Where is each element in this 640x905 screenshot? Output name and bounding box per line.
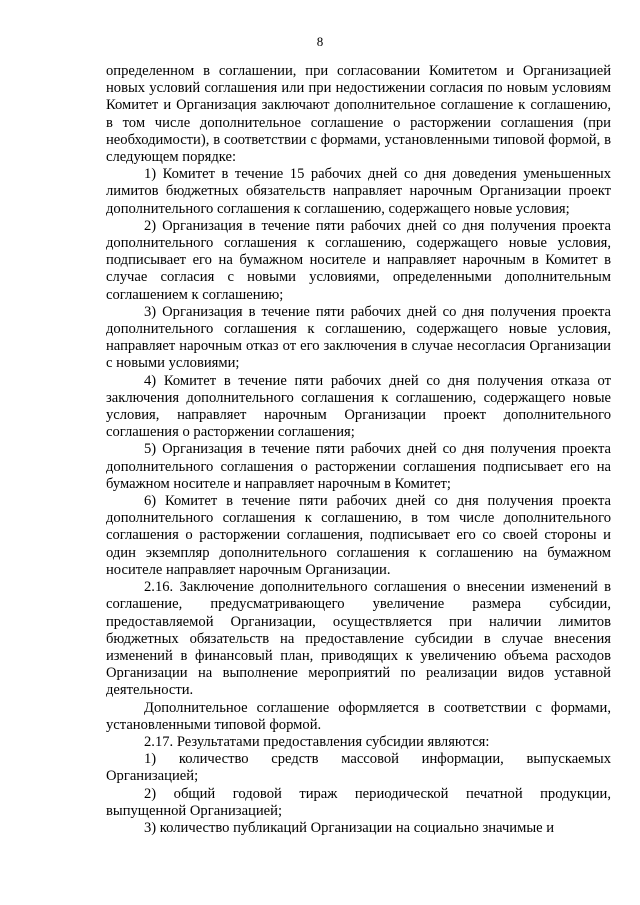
list-item-5: 5) Организация в течение пяти рабочих дней со дня получения проекта дополнительного соглашения о расторжении соглашения подписывает его на бумажном носителе и направляет нарочным в Комитет; [106, 441, 611, 492]
list-item-2: 2) Организация в течение пяти рабочих дней со дня получения проекта дополнительного соглашения к соглашению, содержащего новые условия, подписывает его на бумажном носителе и направляет нарочным в Комитет в случае согласия с новыми условиями, определенными дополнительным соглашением к соглашению; [106, 217, 611, 303]
list-item-6: 6) Комитет в течение пяти рабочих дней со дня получения проекта дополнительного соглашения к соглашению, в том числе дополнительного соглашения о расторжении соглашения, подписывает его со своей стороны и один экземпляр дополнительного соглашения к соглашению на бумажном носителе направляет нарочным Организации. [106, 493, 611, 578]
section-2-17: 2.17. Результатами предоставления субсидии являются: [144, 733, 490, 750]
list-item-3: 3) Организация в течение пяти рабочих дней со дня получения проекта дополнительного соглашения к соглашению, содержащего новые условия, направляет нарочным отказ от его заключения в случае несогласия Организации с новыми условиями; [106, 303, 611, 372]
document-body [106, 63, 611, 837]
result-item-3: 3) количество публикаций Организации на социально значимые и [144, 819, 555, 836]
list-item-4: 4) Комитет в течение пяти рабочих дней со дня получения отказа от заключения дополнительного соглашения к соглашению, содержащего новые условия, направляет нарочным Организации проект дополнительного соглашения о расторжении соглашения; [106, 372, 611, 441]
paragraph-continuation: определенном в соглашении, при согласовании Комитетом и Организацией новых условий соглашения или при недостижении согласия по новым условиям Комитет и Организация заключают дополнительное соглашение к соглашению, в том числе дополнительное соглашение о расторжении соглашения (при необходимости), в соответствии с формами, установленными типовой формой, в следующем порядке: [106, 63, 611, 166]
paragraph-additional-agreement: Дополнительное соглашение оформляется в соответствии с формами, установленными типовой формой. [106, 699, 611, 733]
result-item-1: 1) количество средств массовой информации, выпускаемых Организацией; [106, 751, 611, 785]
page-number: 8 [316, 34, 324, 49]
list-item-1: 1) Комитет в течение 15 рабочих дней со дня доведения уменьшенных лимитов бюджетных обязательств направляет нарочным Организации проект дополнительного соглашения к соглашению, содержащего новые условия; [106, 166, 611, 217]
section-2-16: 2.16. Заключение дополнительного соглашения о внесении изменений в соглашение, предусматривающего увеличение размера субсидии, предоставляемой Организации, осуществляется при наличии лимитов бюджетных обязательств на предоставление субсидии в случае внесения изменений в финансовый план, приводящих к увеличению объема расходов Организации на выполнение мероприятий по реализации видов уставной деятельности. [106, 579, 611, 699]
result-item-2: 2) общий годовой тираж периодической печатной продукции, выпущенной Организацией; [106, 785, 611, 819]
